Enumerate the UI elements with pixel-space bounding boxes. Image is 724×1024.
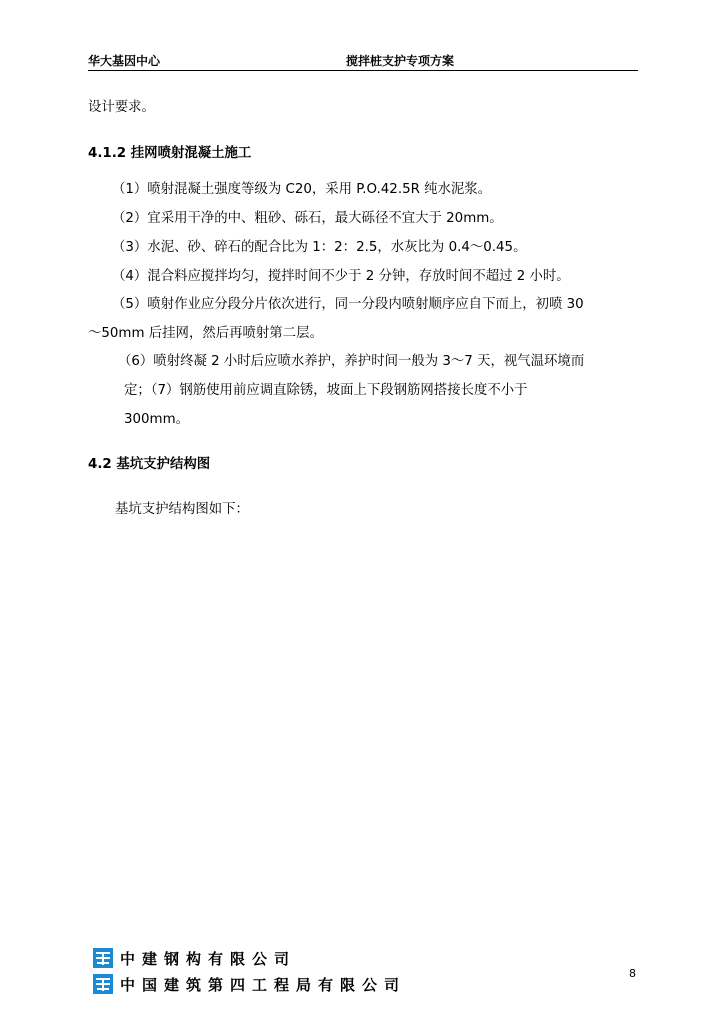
cscec-logo-icon [93, 948, 113, 968]
list-item-4: （4）混合料应搅拌均匀，搅拌时间不少于 2 分钟，存放时间不超过 2 小时。 [112, 269, 570, 284]
footer-company-name: 中建钢构有限公司 [120, 950, 297, 968]
list-item-1: （1）喷射混凝土强度等级为 C20，采用 P.O.42.5R 纯水泥浆。 [112, 182, 492, 197]
list-item-6-continuation: 定；（7）钢筋使用前应调直除锈，坡面上下段钢筋网搭接长度不小于 [124, 383, 528, 398]
section-heading-4-1-2: 4.1.2 挂网喷射混凝土施工 [88, 146, 252, 161]
list-item-2: （2）宜采用干净的中、粗砂、砾石，最大砾径不宜大于 20mm。 [112, 211, 503, 226]
list-item-3: （3）水泥、砂、碎石的配合比为 1：2：2.5，水灰比为 0.4～0.45。 [112, 240, 527, 255]
list-item-6-continuation-2: 300mm。 [124, 412, 190, 427]
list-item-5-continuation: ～50mm 后挂网，然后再喷射第二层。 [88, 326, 323, 341]
paragraph-line: 设计要求。 [88, 100, 155, 115]
list-item-5: （5）喷射作业应分段分片依次进行，同一分段内喷射顺序应自下而上，初喷 30 [112, 297, 584, 312]
footer-company-name-2: 中国建筑第四工程局有限公司 [120, 976, 407, 994]
header-document-title: 搅拌桩支护专项方案 [346, 54, 455, 68]
cscec-logo-icon [93, 974, 113, 994]
page-number: 8 [629, 967, 636, 980]
figure-caption: 基坑支护结构图如下： [115, 502, 249, 517]
list-item-6: （6）喷射终凝 2 小时后应喷水养护，养护时间一般为 3～7 天，视气温环境而 [118, 354, 585, 369]
section-heading-4-2: 4.2 基坑支护结构图 [88, 457, 211, 472]
header-divider [88, 70, 638, 71]
header-project-name: 华大基因中心 [88, 54, 161, 68]
